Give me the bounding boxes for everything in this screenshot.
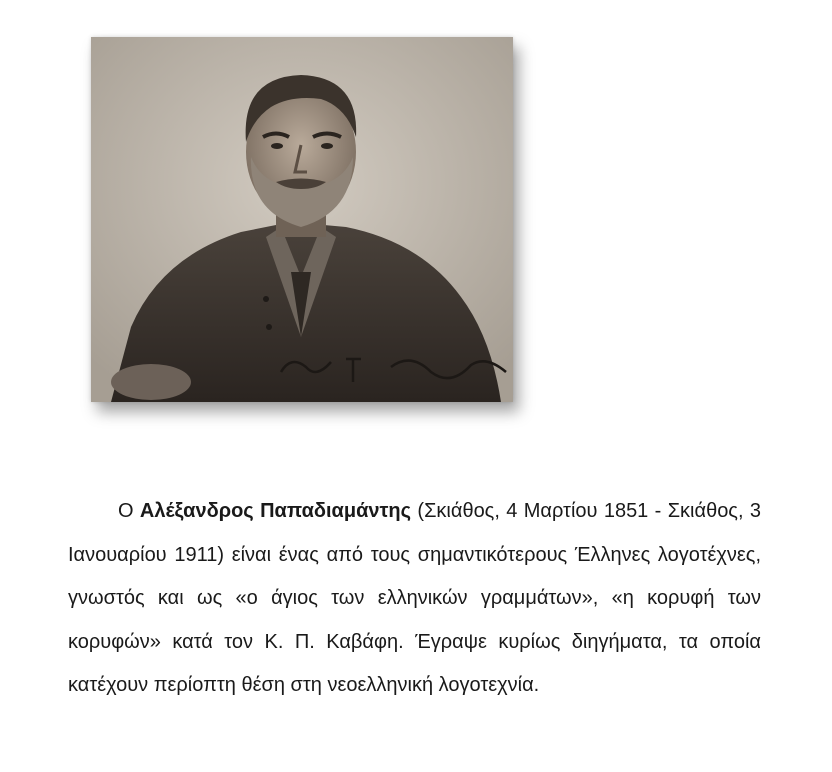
intro-text: Ο xyxy=(118,500,140,522)
portrait-photo xyxy=(91,37,513,402)
biography-paragraph xyxy=(68,490,761,708)
portrait-illustration xyxy=(91,37,513,402)
author-name: Αλέξανδρος Παπαδιαμάντης xyxy=(139,500,412,522)
biography-text: (Σκιάθος, 4 Μαρτίου 1851 - Σκιάθος, 3 Ιανουαρίου 1911) είναι ένας από τους σημαντικότερους Έλληνες λογοτέχνες, γνωστός και ως «ο άγιος των ελληνικών γραμμάτων», «η κορυφή των κορυφών» κατά τον Κ. Π. Καβάφη. Έγραψε κυρίως διηγήματα, τα οποία κατέχουν περίοπτη θέση στη νεοελληνική λογοτεχνία. xyxy=(68,500,761,696)
